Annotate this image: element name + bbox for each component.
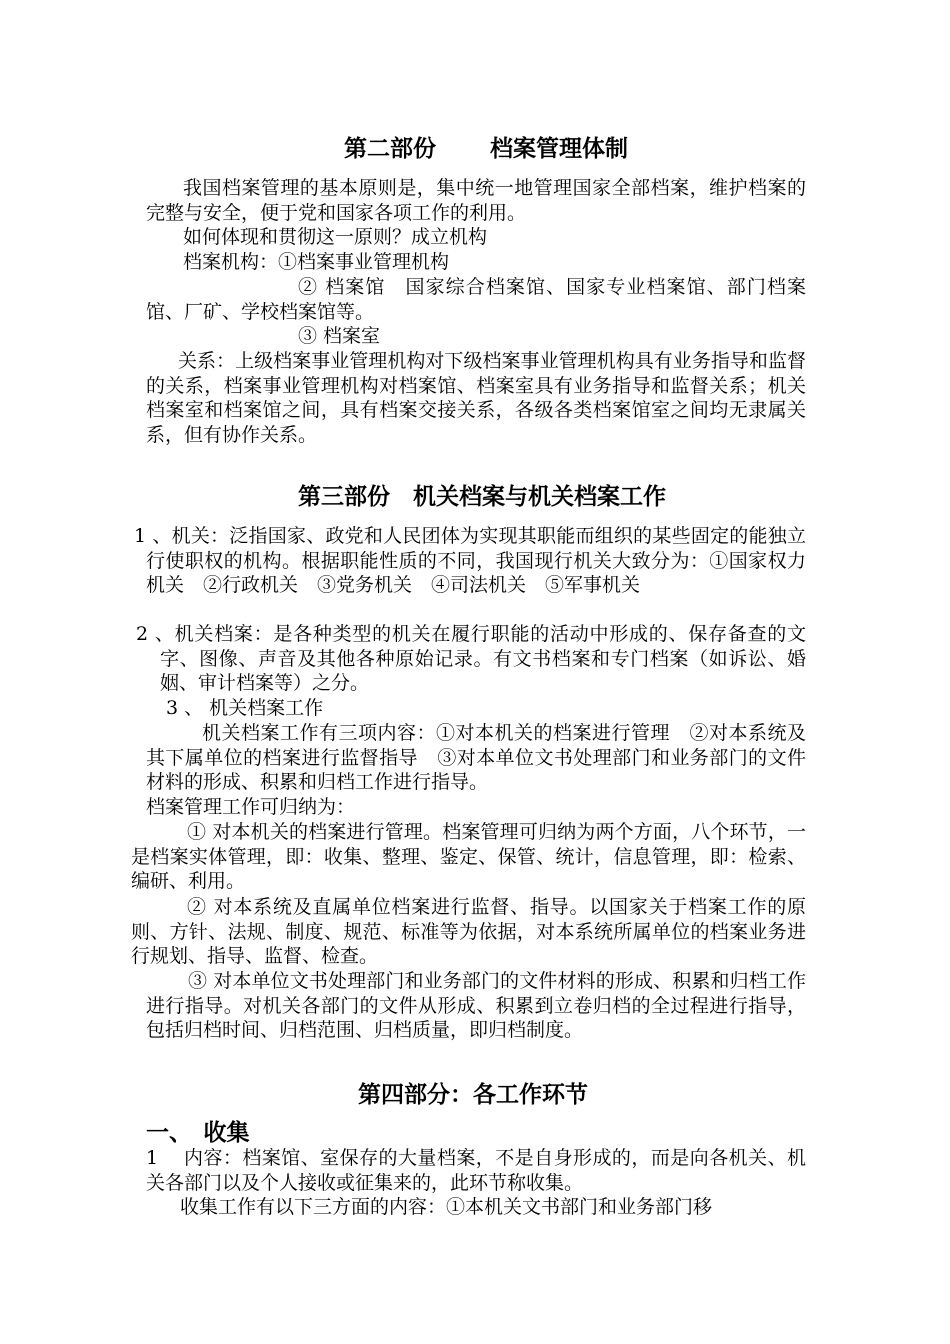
part2-title: 第二部份 档案管理体制 — [344, 136, 629, 162]
collection-content-paragraph: 1 内容：档案馆、室保存的大量档案，不是自身形成的，而是向各机关、机关各部门以及个人接收或征集来的，此环节称收集。 — [146, 1147, 806, 1194]
summary-point-1: ① 对本机关的档案进行管理。档案管理可归纳为两个方面，八个环节，一是档案实体管理，即：收集、整理、鉴定、保管、统计，信息管理，即：检索、编研、利用。 — [131, 821, 806, 892]
collection-work-paragraph: 收集工作有以下三方面的内容：①本机关文书部门和业务部门移 — [180, 1196, 713, 1218]
archive-org-item-2: ② 档案馆 国家综合档案馆、国家专业档案馆、部门档案馆、厂矿、学校档案馆等。 — [146, 276, 806, 323]
relation-paragraph: 关系：上级档案事业管理机构对下级档案事业管理机构具有业务指导和监督的关系，档案事业管理机构对档案馆、档案室具有业务指导和监督关系；机关档案室和档案馆之间，具有档案交接关系，各级各类档案馆室之间均无隶属关系，但有协作关系。 — [146, 350, 806, 446]
item-1-organ-definition: 1 、机关：泛指国家、政党和人民团体为实现其职能而组织的某些固定的能独立行使职权的机构。根据职能性质的不同，我国现行机关大致分为：①国家权力机关 ②行政机关 ③党务机关 ④司法机关 ⑤军事机关 — [134, 525, 806, 596]
part4-title: 第四部分：各工作环节 — [358, 1082, 588, 1108]
section-collection-heading: 一、 收集 — [146, 1120, 250, 1146]
part3-title: 第三部份 机关档案与机关档案工作 — [298, 484, 666, 510]
organ-archive-work-paragraph: 机关档案工作有三项内容：①对本机关的档案进行管理 ②对本系统及其下属单位的档案进行监督指导 ③对本单位文书处理部门和业务部门的文件材料的形成、积累和归档工作进行指导。 — [146, 722, 806, 793]
part2-question: 如何体现和贯彻这一原则？成立机构 — [183, 226, 488, 248]
summary-point-2: ② 对本系统及直属单位档案进行监督、指导。以国家关于档案工作的原则、方针、法规、制度、规范、标准等为依据，对本系统所属单位的档案业务进行规划、指导、监督、检查。 — [131, 896, 806, 967]
item-3-heading: 3 、 机关档案工作 — [166, 697, 324, 719]
archive-org-label: 档案机构：①档案事业管理机构 — [183, 251, 450, 273]
summary-label: 档案管理工作可归纳为： — [146, 796, 356, 818]
part2-principle-paragraph: 我国档案管理的基本原则是，集中统一地管理国家全部档案，维护档案的完整与安全，便于党和国家各项工作的利用。 — [146, 177, 806, 224]
archive-org-item-3: ③ 档案室 — [298, 325, 381, 347]
summary-point-3: ③ 对本单位文书处理部门和业务部门的文件材料的形成、积累和归档工作进行指导。对机关各部门的文件从形成、积累到立卷归档的全过程进行指导，包括归档时间、归档范围、归档质量，即归档制度。 — [146, 970, 806, 1041]
item-2-organ-archives: 2 、机关档案：是各种类型的机关在履行职能的活动中形成的、保存备查的文字、图像、声音及其他各种原始记录。有文书档案和专门档案（如诉讼、婚姻、审计档案等）之分。 — [136, 623, 806, 694]
